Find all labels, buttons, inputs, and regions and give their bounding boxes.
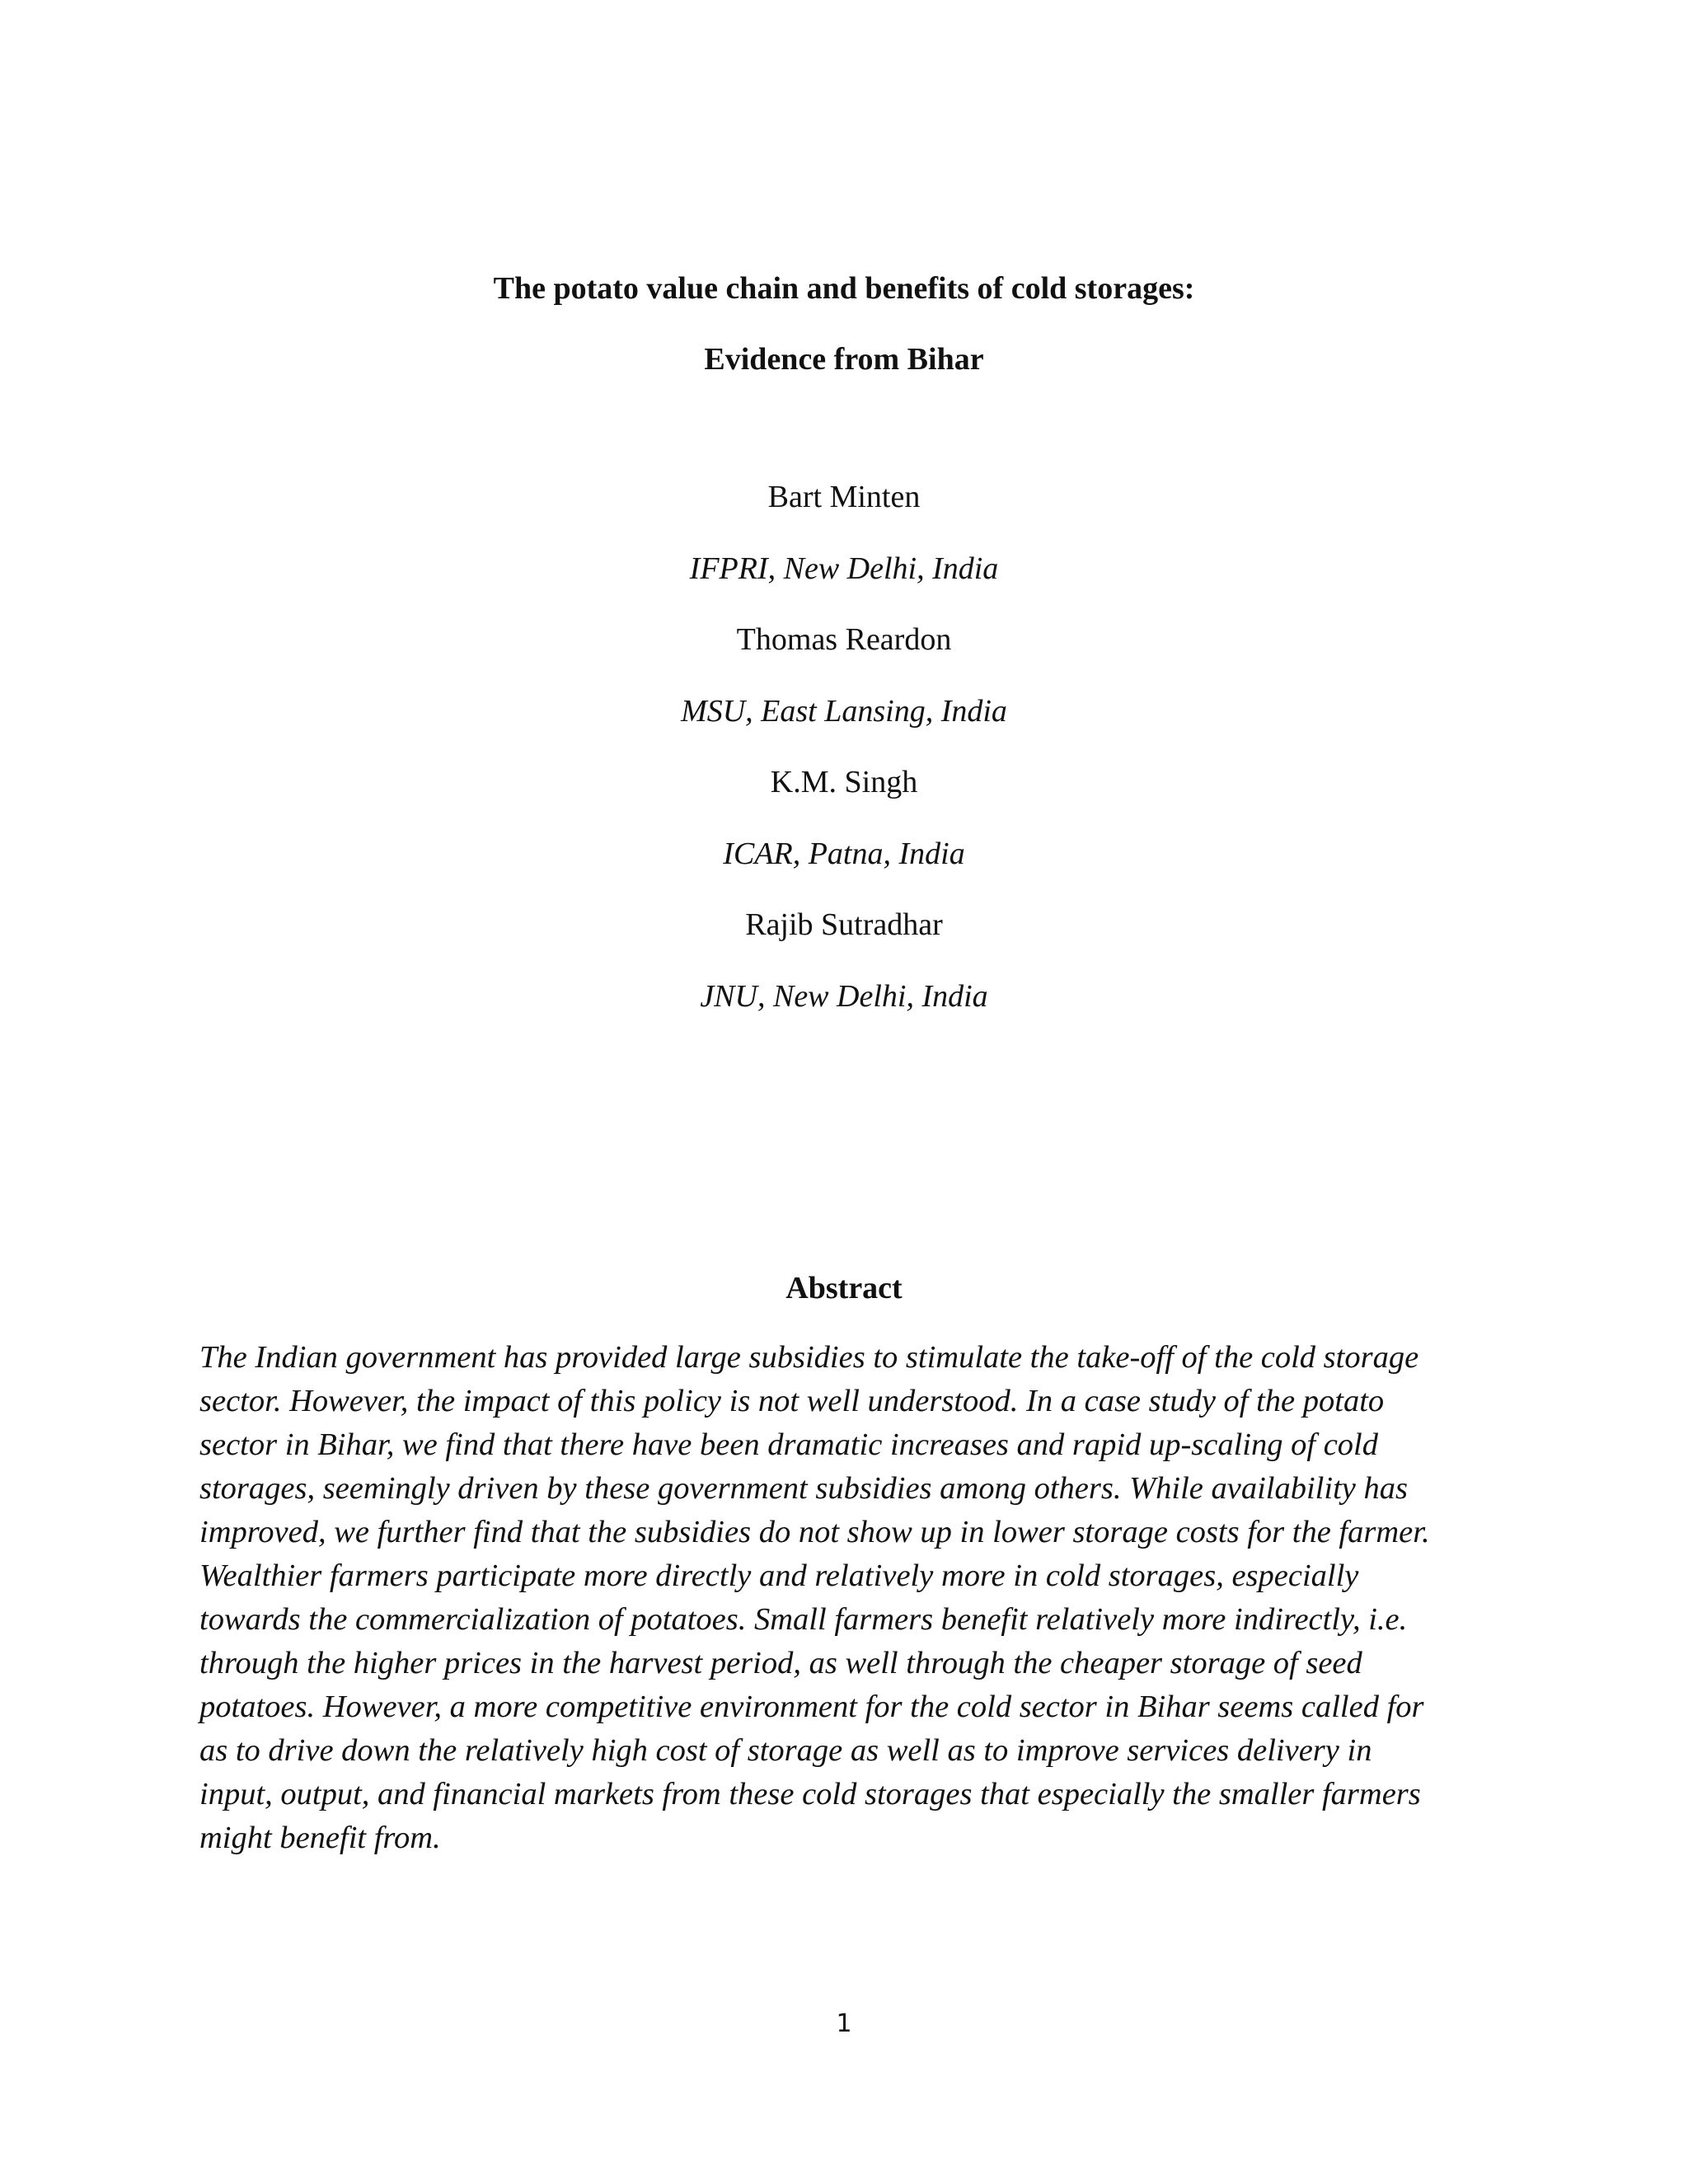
- abstract-line: storages, seemingly driven by these government subsidies among others. While availability has: [199, 1471, 1408, 1506]
- abstract-line: through the higher prices in the harvest period, as well through the cheaper storage of seed: [199, 1646, 1362, 1680]
- author-name: K.M. Singh: [770, 765, 918, 799]
- author-list: [0, 478, 1688, 1048]
- abstract-heading: Abstract: [785, 1271, 903, 1305]
- abstract-line: sector in Bihar, we find that there have been dramatic increases and rapid up-scaling of cold: [199, 1427, 1378, 1462]
- abstract-line: as to drive down the relatively high cost of storage as well as to improve services delivery in: [199, 1733, 1372, 1768]
- author-name: Bart Minten: [767, 480, 921, 514]
- author-affiliation: IFPRI, New Delhi, India: [689, 551, 999, 586]
- abstract-line: Wealthier farmers participate more directly and relatively more in cold storages, especially: [199, 1558, 1359, 1593]
- author-name: Thomas Reardon: [736, 622, 952, 657]
- author-affiliation: JNU, New Delhi, India: [700, 978, 988, 1014]
- author-affiliation: MSU, East Lansing, India: [681, 693, 1007, 729]
- abstract-line: input, output, and financial markets from these cold storages that especially the smaller farmers: [199, 1777, 1421, 1811]
- paper-title-line-2: Evidence from Bihar: [704, 342, 984, 377]
- abstract-line: might benefit from.: [199, 1821, 441, 1855]
- abstract-line: towards the commercialization of potatoes. Small farmers benefit relatively more indirectly, i.e.: [199, 1602, 1408, 1637]
- abstract-line: The Indian government has provided large subsidies to stimulate the take-off of the cold storage: [199, 1340, 1419, 1375]
- page-number: 1: [836, 2009, 852, 2038]
- abstract-line: sector. However, the impact of this policy is not well understood. In a case study of the potato: [199, 1384, 1385, 1418]
- paper-title-line-1: The potato value chain and benefits of cold storages:: [493, 271, 1195, 306]
- abstract-text: [199, 1336, 1493, 1860]
- abstract-line: improved, we further find that the subsidies do not show up in lower storage costs for the farmer.: [199, 1515, 1430, 1549]
- abstract-line: potatoes. However, a more competitive environment for the cold sector in Bihar seems called for: [199, 1690, 1424, 1724]
- author-name: Rajib Sutradhar: [745, 907, 943, 942]
- author-affiliation: ICAR, Patna, India: [723, 836, 965, 871]
